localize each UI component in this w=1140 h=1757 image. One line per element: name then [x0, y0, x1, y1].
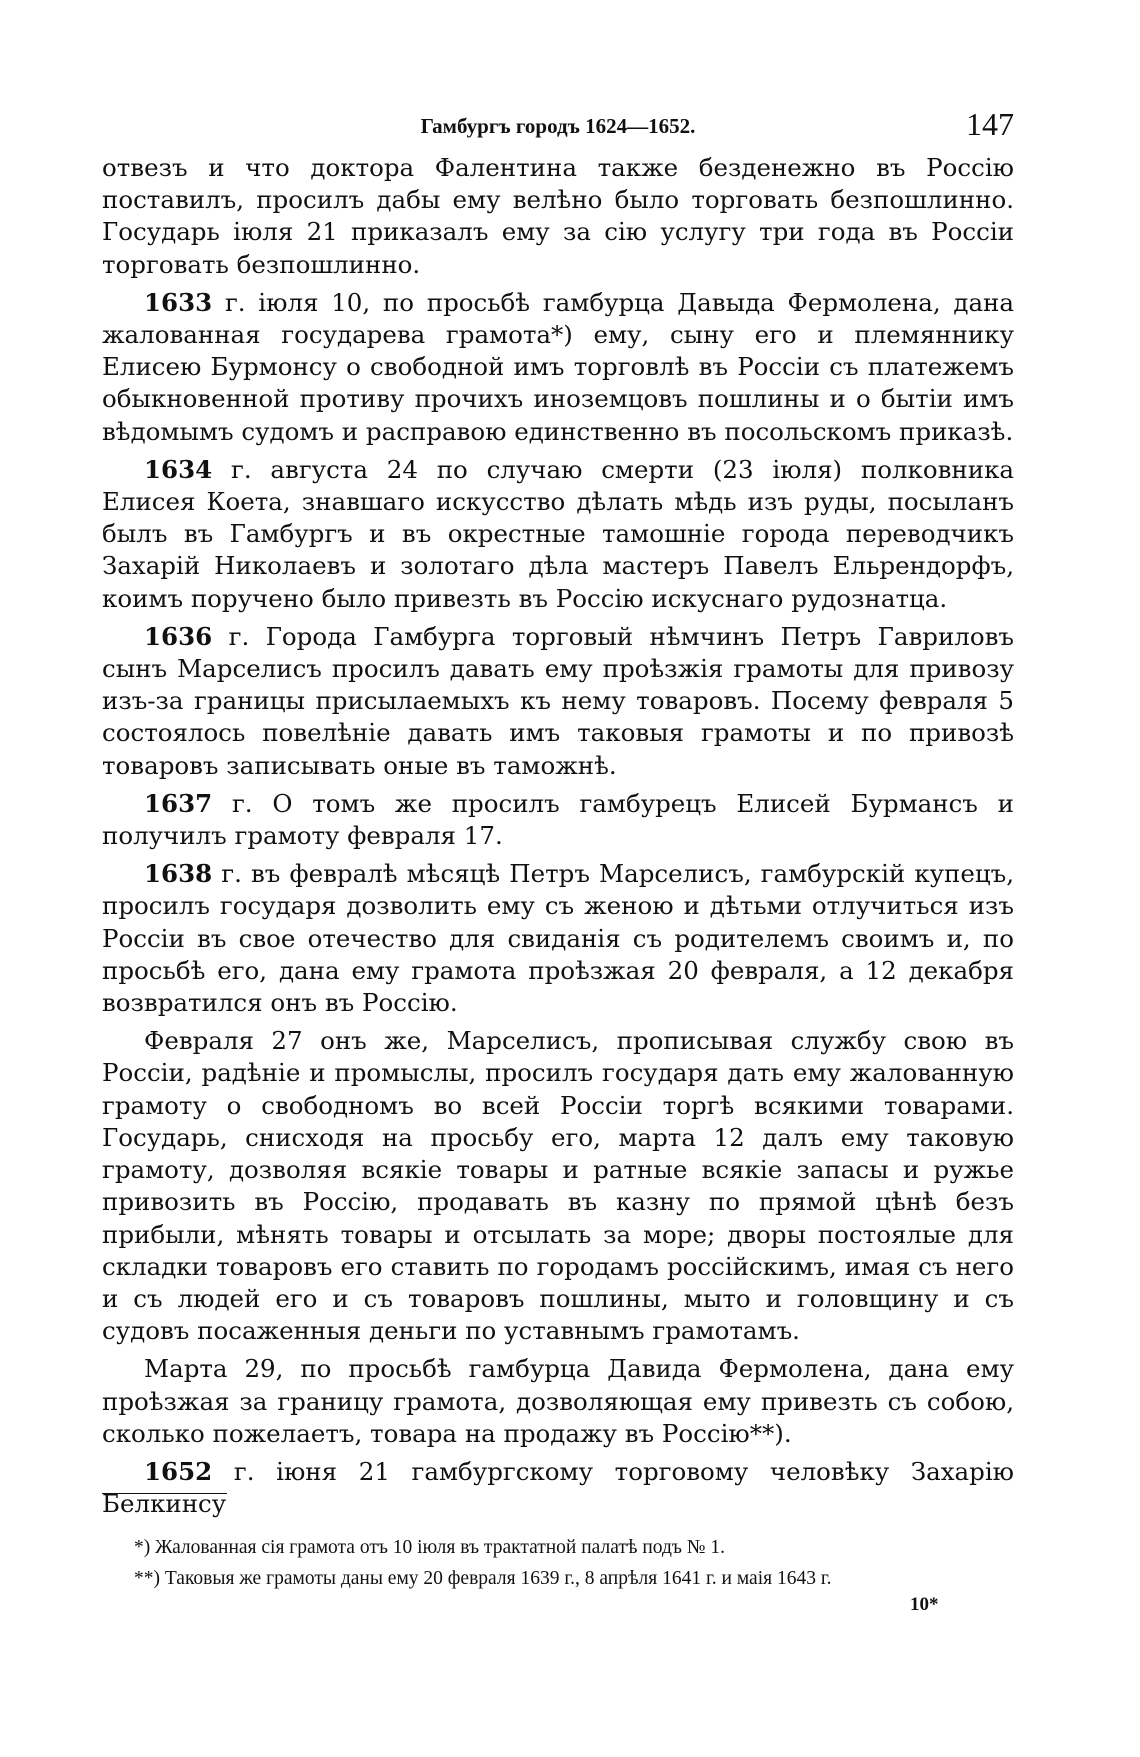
footnote: *) Жалованная сія грамота отъ 10 іюля въ трактатной палатѣ подъ № 1. [134, 1537, 725, 1558]
paragraph-text: Марта 29, по просьбѣ гамбурца Давида Фермолена, дана ему проѣзжая за границу грамота, дозволяющая ему привезть съ собою, сколько пожелаетъ, товара на продажу въ Россію**). [102, 1354, 1014, 1448]
paragraph-1637 [102, 788, 1014, 852]
paragraph-text: Февраля 27 онъ же, Марселисъ, прописывая службу свою въ Россіи, радѣніе и промыслы, просилъ государя дать ему жалованную грамоту о свободномъ во всей Россіи торгѣ всякими товарами. Государь, снисходя на просьбу его, марта 12 далъ ему таковую грамоту, дозволяя всякіе товары и ратные всякіе запасы и ружье привозить въ Россію, продавать въ казну по прямой цѣнѣ безъ прибыли, мѣнять товары и отсылать за море; дворы постоялые для складки товаровъ его ставить по городамъ россійскимъ, имая съ него и съ людей его и съ товаровъ пошлины, мыто и головщину и съ судовъ посаженныя деньги по уставнымъ грамотамъ. [102, 1026, 1014, 1346]
paragraph-text: г. августа 24 по случаю смерти (23 іюля) полковника Елисея Коета, знавшаго искусство дѣлать мѣдь изъ руды, посыланъ былъ въ Гамбургъ и въ окрестные тамошніе города переводчикъ Захарій Николаевъ и золотаго дѣла мастеръ Павелъ Ельрендорфъ, коимъ поручено было привезть въ Россію искуснаго рудознатца. [102, 454, 1014, 613]
paragraph [102, 152, 1014, 281]
year-label: 1634 [144, 454, 213, 484]
paragraph-1652 [102, 1456, 1014, 1520]
year-label: 1638 [144, 859, 213, 889]
paragraph-february [102, 1025, 1014, 1347]
signature-mark: 10* [910, 1594, 939, 1615]
body-text [102, 152, 1014, 1526]
paragraph-text: отвезъ и что доктора Фалентина также безденежно въ Россію поставилъ, просилъ дабы ему велѣно было торговать безпошлинно. Государь іюля 21 приказалъ ему за сію услугу три года въ Россіи торговать безпошлинно. [102, 153, 1014, 279]
paragraph-1633 [102, 287, 1014, 448]
running-title: Гамбургъ городъ 1624—1652. [420, 114, 696, 138]
year-label: 1633 [144, 287, 213, 317]
paragraph-1638 [102, 858, 1014, 1019]
page-number: 147 [966, 106, 1014, 142]
year-label: 1637 [144, 788, 213, 818]
paragraph-text: г. Города Гамбурга торговый нѣмчинъ Петръ Гавриловъ сынъ Марселисъ просилъ давать ему проѣзжія грамоты для привозу изъ-за границы присылаемыхъ къ нему товаровъ. Посему февраля 5 состоялось повелѣніе давать имъ таковыя грамоты и по привозѣ товаровъ записывать оные въ таможнѣ. [102, 621, 1014, 780]
paragraph-1634 [102, 454, 1014, 615]
paragraph-text: г. іюля 10, по просьбѣ гамбурца Давыда Фермолена, дана жалованная государева грамота*) ему, сыну его и племяннику Елисею Бурмонсу о свободной имъ торговлѣ въ Россіи съ платежемъ обыкновенной противу прочихъ иноземцовъ пошлины и о бытіи имъ вѣдомымъ судомъ и расправою единственно въ посольскомъ приказѣ. [102, 287, 1014, 446]
paragraph-text: г. О томъ же просилъ гамбурецъ Елисей Бурмансъ и получилъ грамоту февраля 17. [102, 788, 1014, 851]
paragraph-march [102, 1353, 1014, 1450]
year-label: 1652 [144, 1456, 213, 1486]
paragraph-text: г. іюня 21 гамбургскому торговому человѣку Захарію Белкинсу [102, 1456, 1014, 1519]
footnote-separator [102, 1493, 227, 1494]
year-label: 1636 [144, 621, 213, 651]
footnotes [102, 1532, 1014, 1594]
paragraph-1636 [102, 621, 1014, 782]
running-head [102, 106, 1014, 146]
paragraph-text: г. въ февралѣ мѣсяцѣ Петръ Марселисъ, гамбурскій купецъ, просилъ государя дозволить ему съ женою и дѣтьми отлучиться изъ Россіи въ свое отечество для свиданія съ родителемъ своимъ и, по просьбѣ его, дана ему грамота проѣзжая 20 февраля, а 12 декабря возвратился онъ въ Россію. [102, 859, 1014, 1018]
footnote: **) Таковыя же грамоты даны ему 20 февраля 1639 г., 8 апрѣля 1641 г. и маія 1643 г. [134, 1568, 832, 1589]
